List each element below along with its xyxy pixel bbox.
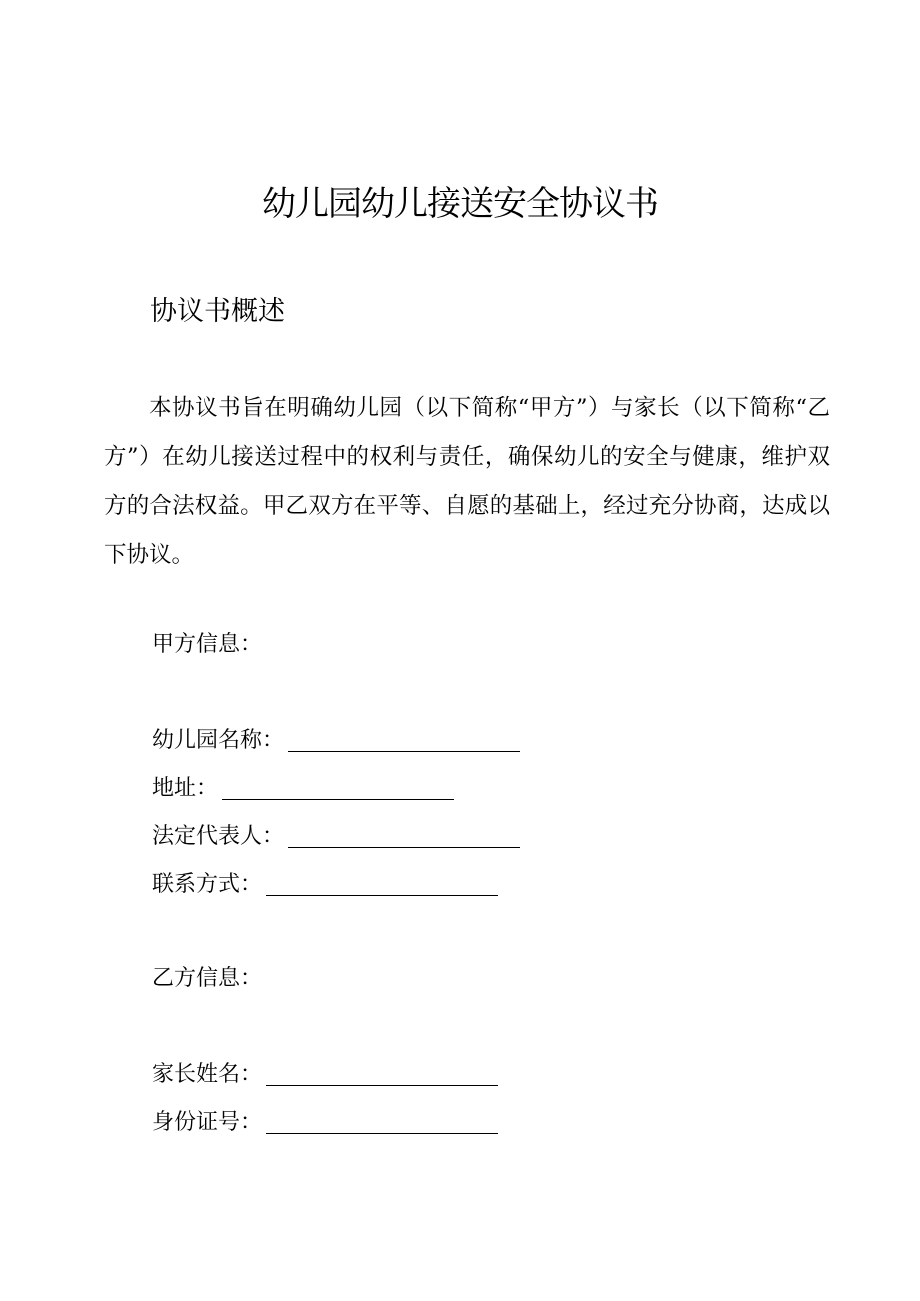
contact-field [152,868,498,900]
party-b-heading: 乙方信息： [152,966,263,991]
field-label: 地址： [152,776,219,801]
field-label: 家长姓名： [152,1062,263,1087]
kindergarten-name-field [152,724,520,756]
document-title: 幼儿园幼儿接送安全协议书 [262,184,658,224]
contact-blank[interactable] [266,871,498,896]
id-number-field [152,1106,498,1138]
legal-representative-blank[interactable] [288,823,520,848]
address-field [152,772,454,804]
address-blank[interactable] [222,775,454,800]
parent-name-blank[interactable] [266,1061,498,1086]
overview-paragraph: 本协议书旨在明确幼儿园（以下简称“甲方”）与家长（以下简称“乙方”）在幼儿接送过程中的权利与责任，确保幼儿的安全与健康，维护双方的合法权益。甲乙双方在平等、自愿的基础上，经过充分协商，达成以下协议。 [104,395,830,568]
field-label: 法定代表人： [152,824,285,849]
field-label: 联系方式： [152,872,263,897]
id-number-blank[interactable] [266,1109,498,1134]
legal-representative-field [152,820,520,852]
field-label: 身份证号： [152,1110,263,1135]
parent-name-field [152,1058,498,1090]
overview-heading: 协议书概述 [150,296,285,327]
party-a-heading: 甲方信息： [152,632,263,657]
kindergarten-name-blank[interactable] [288,727,520,752]
field-label: 幼儿园名称： [152,728,285,753]
